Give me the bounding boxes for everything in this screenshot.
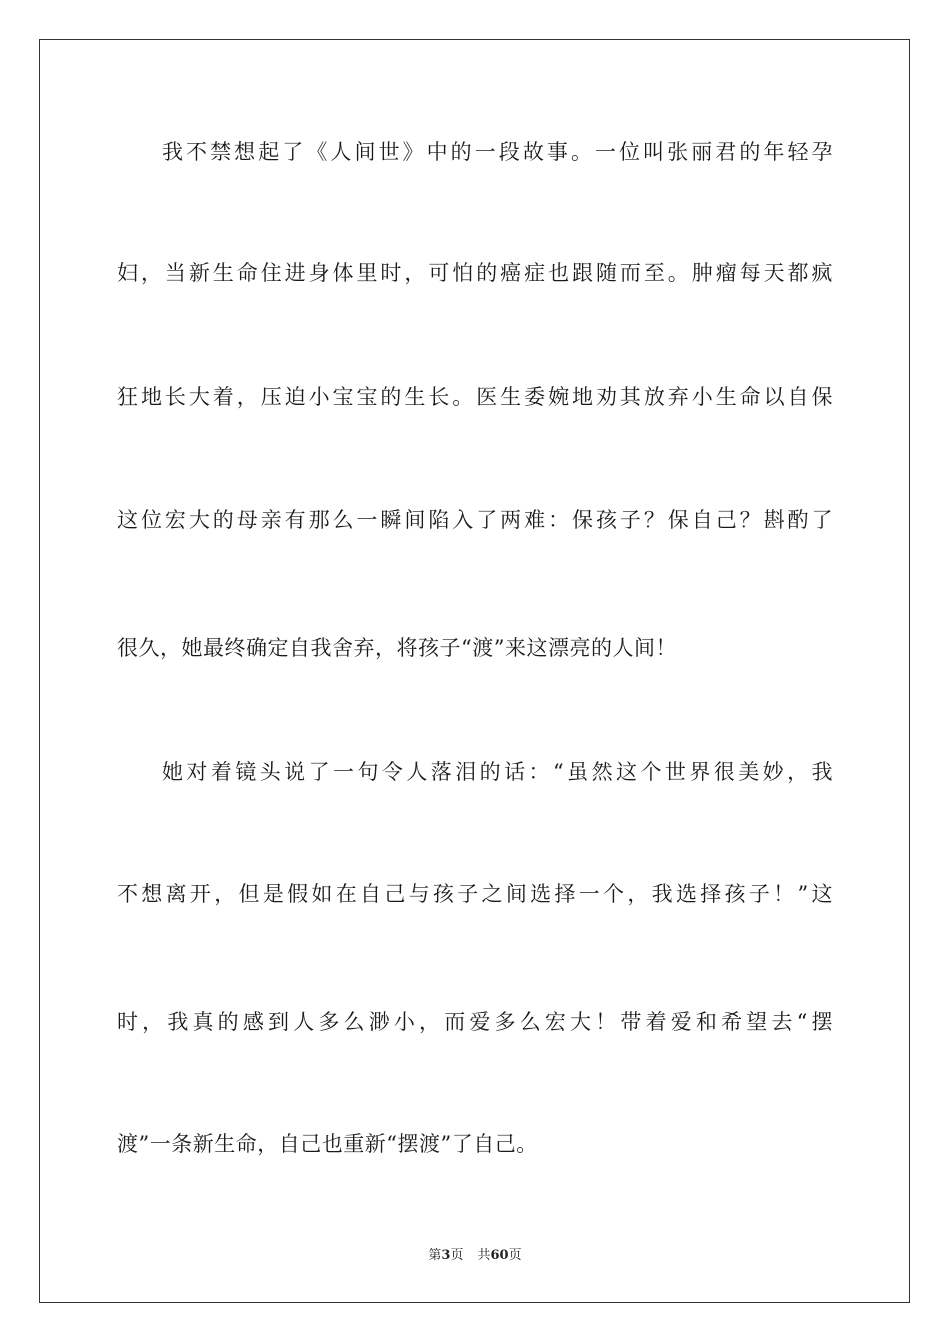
text-line: 她对着镜头说了一句令人落泪的话：“虽然这个世界很美妙，我 (162, 760, 833, 784)
page-suffix: 页 (450, 1248, 464, 1263)
total-suffix: 页 (508, 1248, 522, 1263)
text-line: 妇，当新生命住进身体里时，可怕的癌症也跟随而至。肿瘤每天都疯 (117, 261, 833, 285)
total-pages: 60 (490, 1248, 509, 1263)
page-prefix: 第 (428, 1248, 442, 1263)
page-number: 3 (441, 1248, 451, 1263)
text-line: 很久，她最终确定自我舍弃，将孩子“渡”来这漂亮的人间！ (117, 636, 677, 660)
text-line: 时，我真的感到人多么渺小，而爱多么宏大！带着爱和希望去“摆 (117, 1010, 833, 1034)
text-line: 狂地长大着，压迫小宝宝的生长。医生委婉地劝其放弃小生命以自保 (117, 385, 833, 409)
text-line: 渡”一条新生命，自己也重新“摆渡”了自己。 (117, 1132, 538, 1156)
text-line: 这位宏大的母亲有那么一瞬间陷入了两难：保孩子？保自己？斟酌了 (117, 508, 833, 532)
total-prefix: 共 (477, 1248, 491, 1263)
text-line: 我不禁想起了《人间世》中的一段故事。一位叫张丽君的年轻孕 (162, 140, 833, 164)
page-footer (0, 1246, 950, 1266)
page-border (39, 39, 910, 1303)
text-line: 不想离开，但是假如在自己与孩子之间选择一个，我选择孩子！”这 (117, 882, 833, 906)
